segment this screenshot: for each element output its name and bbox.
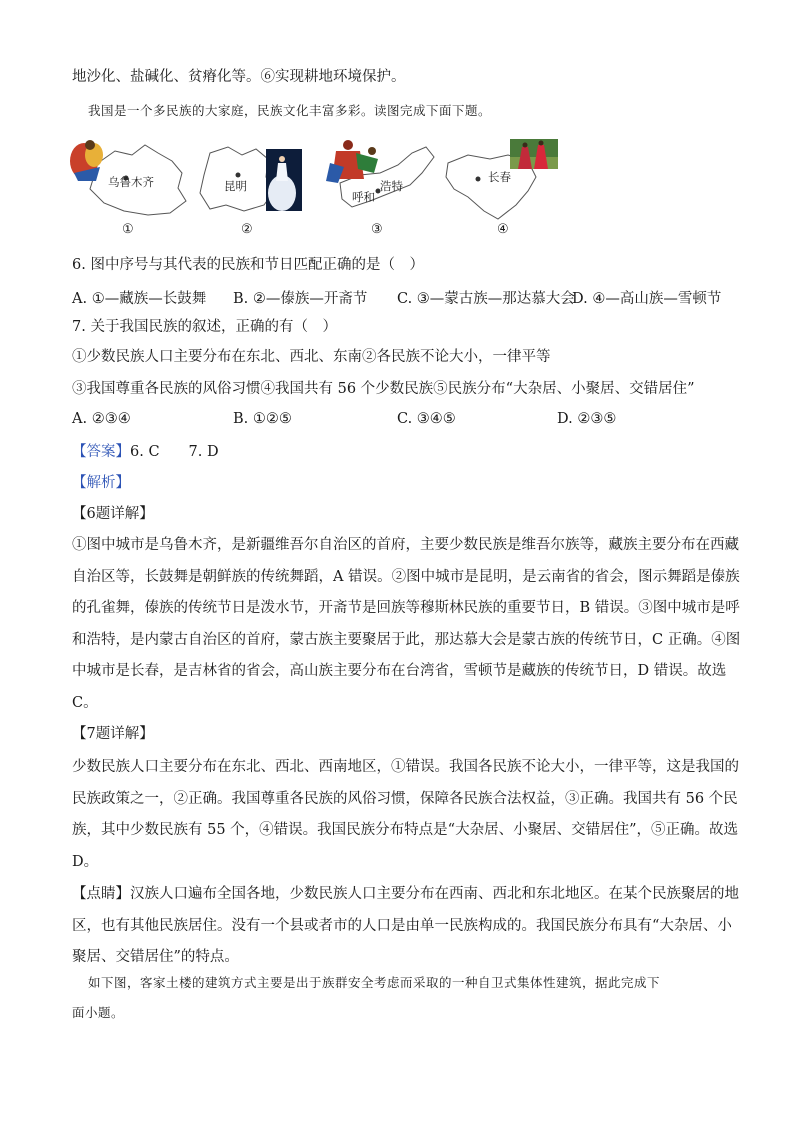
detail7-label: 【7题详解】 [72, 726, 154, 742]
detail6-line: 自治区等，长鼓舞是朝鲜族的传统舞蹈，A 错误。②图中城市是昆明，是云南省的省会，图示舞蹈是傣族 [72, 568, 740, 585]
detail6-line: C。 [72, 694, 98, 711]
map4-city: 长春 [488, 170, 511, 184]
q7-item1: ①少数民族人口主要分布在东北、西北、东南②各民族不论大小，一律平等 [72, 349, 551, 365]
q7-option-d: D. ②③⑤ [557, 411, 617, 427]
detail6-line: 中城市是长春，是吉林省的省会，高山族主要分布在台湾省，雪顿节是藏族的传统节日，D 错误。故选 [72, 663, 727, 679]
detail7-line: 民族政策之一，②正确。我国尊重各民族的风俗习惯，保障各民族合法权益，③正确。我国共有 56 个民 [72, 790, 738, 807]
map3-number: ③ [371, 222, 383, 237]
detail6-line: 和浩特，是内蒙古自治区的首府，蒙古族主要聚居于此，那达慕大会是蒙古族的传统节日，C 正确。④图 [72, 631, 741, 648]
intro-text: 我国是一个多民族的大家庭，民族文化丰富多彩。读图完成下面下题。 [88, 103, 492, 118]
q7-option-b: B. ①②⑤ [233, 411, 292, 427]
map4-number: ④ [497, 222, 509, 237]
q6-option-a: A. ①—藏族—长鼓舞 [72, 291, 207, 307]
detail6-label: 【6题详解】 [72, 506, 154, 522]
tip-line-1 [72, 879, 739, 911]
map2-number: ② [241, 222, 253, 237]
province-maps [60, 133, 580, 243]
q6-option-b: B. ②—傣族—开斋节 [233, 291, 368, 307]
detail7-line: 少数民族人口主要分布在东北、西北、西南地区，①错误。我国各民族不论大小，一律平等，这是我国的 [72, 759, 739, 775]
q7-option-a: A. ②③④ [72, 411, 131, 427]
answer-line [72, 442, 219, 462]
q6-stem: 6. 图中序号与其代表的民族和节日匹配正确的是（ ） [72, 257, 424, 273]
detail7-line: D。 [72, 853, 99, 870]
dancer-image-2 [266, 149, 302, 211]
detail6-line: ①图中城市是乌鲁木齐，是新疆维吾尔自治区的首府，主要少数民族是维吾尔族等，藏族主要分布在西藏 [72, 537, 739, 553]
analysis-label: 【解析】 [72, 475, 130, 491]
map1-city: 乌鲁木齐 [108, 175, 154, 189]
top-line: 地沙化、盐碱化、贫瘠化等。⑥实现耕地环境保护。 [72, 69, 406, 85]
answer-text: 6. C 7. D [130, 444, 219, 460]
tip-line: 聚居、交错居住”的特点。 [72, 949, 239, 965]
q6-option-c: C. ③—蒙古族—那达慕大会 [397, 291, 575, 307]
map-yunnan [200, 147, 302, 211]
detail7-line: 族，其中少数民族有 55 个，④错误。我国民族分布特点是“大杂居、小聚居、交错居住”，⑤正确。故选 [72, 822, 738, 838]
dancer-image-4 [510, 139, 558, 169]
q6-option-d: D. ④—高山族—雪顿节 [572, 291, 722, 307]
next-intro-line-2: 面小题。 [72, 1005, 125, 1020]
q7-item2: ③我国尊重各民族的风俗习惯④我国共有 56 个少数民族⑤民族分布“大杂居、小聚居、交错居住” [72, 381, 695, 397]
tip-paragraph [72, 879, 739, 974]
next-intro-line-1: 如下图，客家土楼的建筑方式主要是出于族群安全考虑而采取的一种自卫式集体性建筑，据此完成下 [88, 975, 661, 990]
map1-number: ① [122, 222, 134, 237]
detail6-line: 的孔雀舞，傣族的传统节日是泼水节，开斋节是回族等穆斯林民族的重要节日，B 错误。③图中城市是呼 [72, 600, 740, 616]
map3-city-a: 浩特 [380, 179, 403, 193]
map-xinjiang [70, 140, 186, 215]
answer-label: 【答案】 [72, 444, 130, 460]
detail6-paragraph [72, 530, 741, 719]
q7-option-c: C. ③④⑤ [397, 411, 456, 427]
map-inner-mongolia [326, 140, 434, 207]
map3-city-b: 呼和 [352, 190, 375, 204]
detail7-paragraph [72, 752, 739, 878]
tip-label: 【点睛】 [72, 886, 130, 902]
tip-line-text: 汉族人口遍布全国各地，少数民族人口主要分布在西南、西北和东北地区。在某个民族聚居的地 [130, 886, 739, 902]
q7-stem: 7. 关于我国民族的叙述，正确的有（ ） [72, 319, 337, 335]
map-jilin [446, 139, 558, 219]
map2-city: 昆明 [224, 179, 247, 193]
tip-line: 区，也有其他民族居住。没有一个县或者市的人口是由单一民族构成的。我国民族分布具有“大杂居、小 [72, 917, 732, 934]
